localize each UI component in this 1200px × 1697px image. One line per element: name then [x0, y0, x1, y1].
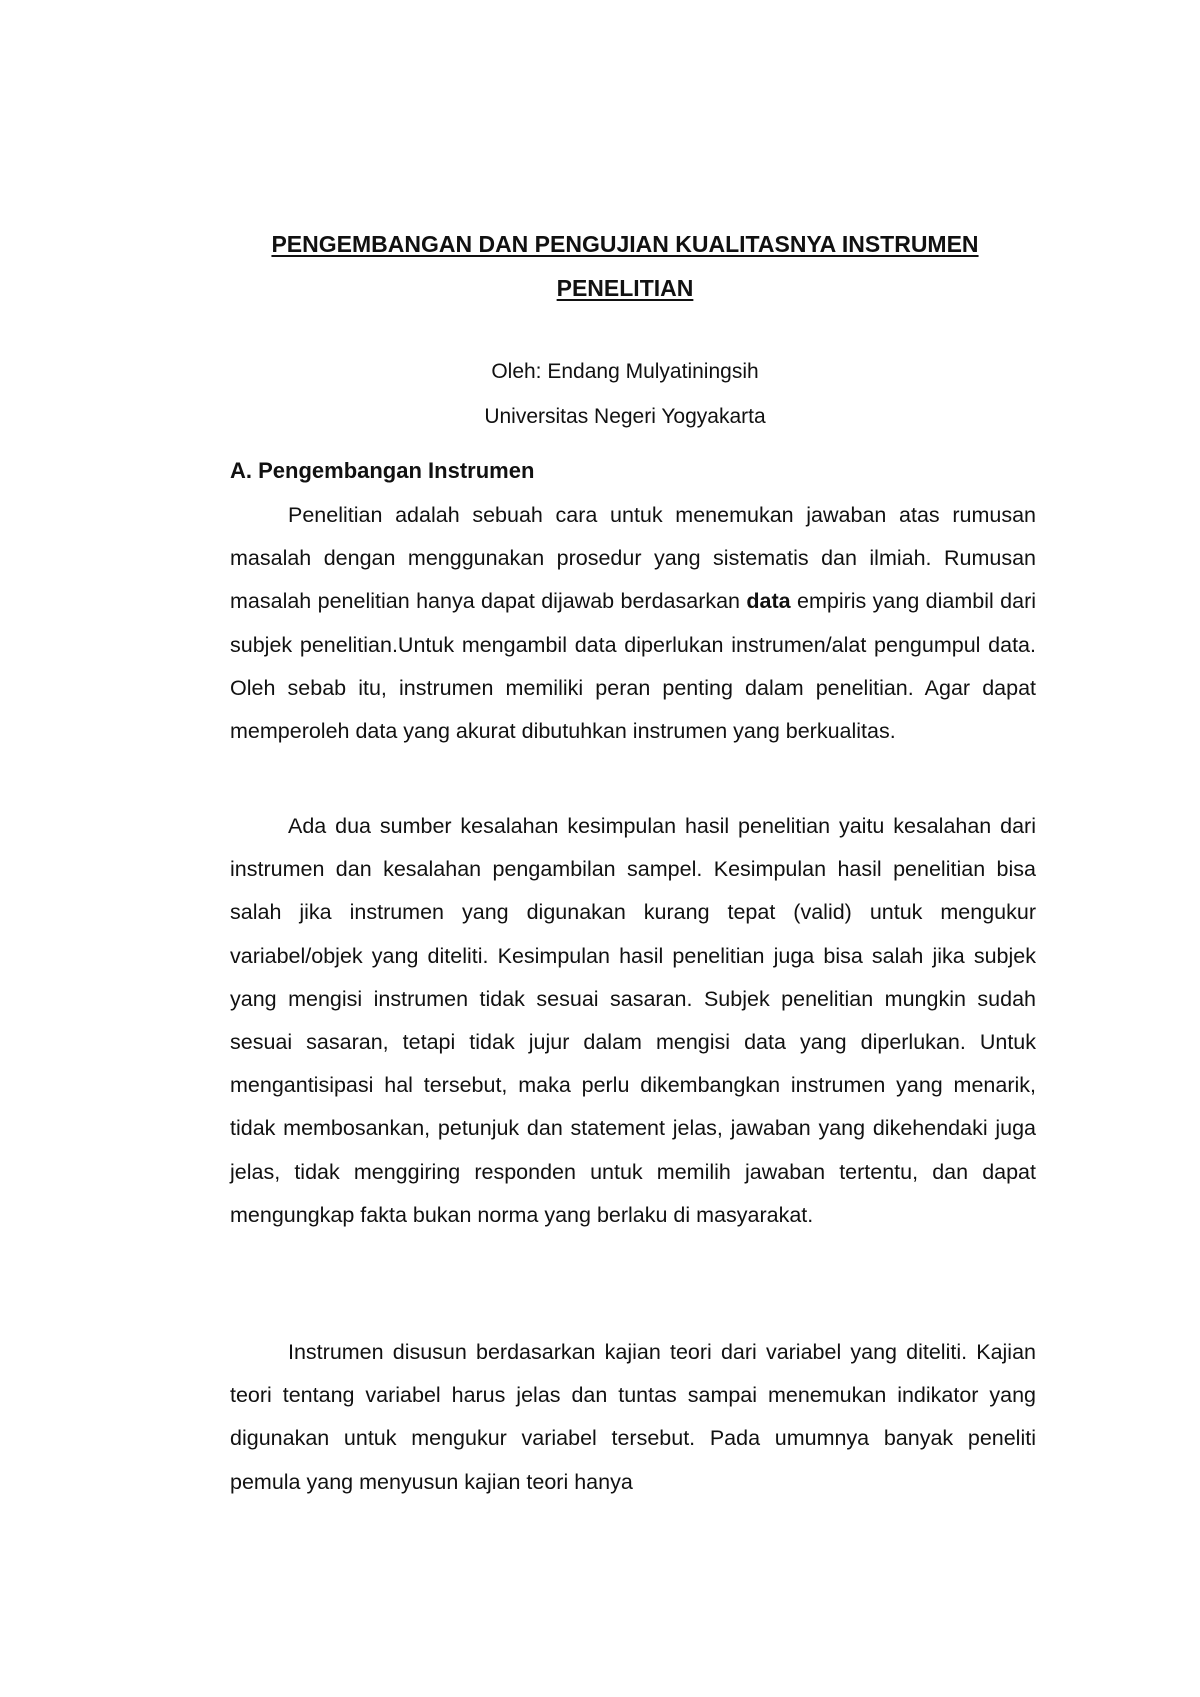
paragraph-3	[230, 1331, 1036, 1504]
paragraph-1-bold-word: data	[746, 589, 791, 614]
document-title-line-1: PENGEMBANGAN DAN PENGUJIAN KUALITASNYA INSTRUMEN	[271, 231, 979, 257]
affiliation-line: Universitas Negeri Yogyakarta	[484, 405, 766, 428]
paragraph-2-text: Ada dua sumber kesalahan kesimpulan hasil penelitian yaitu kesalahan dari instrumen dan kesalahan pengambilan sampel. Kesimpulan hasil penelitian bisa salah jika instrumen yang digunakan kurang tepat (valid) untuk mengukur variabel/objek yang diteliti. Kesimpulan hasil penelitian juga bisa salah jika subjek yang mengisi instrumen tidak sesuai sasaran. Subjek penelitian mungkin sudah sesuai sasaran, tetapi tidak jujur dalam mengisi data yang diperlukan. Untuk mengantisipasi hal tersebut, maka perlu dikembangkan instrumen yang menarik, tidak membosankan, petunjuk dan statement jelas, jawaban yang dikehendaki juga jelas, tidak menggiring responden untuk memilih jawaban tertentu, dan dapat mengungkap fakta bukan norma yang berlaku di masyarakat.	[230, 814, 1036, 1227]
paragraph-1-text-part-2: empiris yang diambil dari subjek penelitian.Untuk mengambil data diperlukan instrumen/alat pengumpul data. Oleh sebab itu, instrumen memiliki peran penting dalam penelitian. Agar dapat memperoleh data yang akurat dibutuhkan instrumen yang berkualitas.	[230, 589, 1037, 744]
paragraph-2	[230, 805, 1036, 1237]
author-line: Oleh: Endang Mulyatiningsih	[491, 360, 759, 383]
section-heading-a: A. Pengembangan Instrumen	[230, 458, 535, 483]
paragraph-1-text-part-1: Penelitian adalah sebuah cara untuk menemukan jawaban atas rumusan masalah dengan menggunakan prosedur yang sistematis dan ilmiah. Rumusan masalah penelitian hanya dapat dijawab berdasarkan	[230, 503, 1036, 614]
paragraph-3-text: Instrumen disusun berdasarkan kajian teori dari variabel yang diteliti. Kajian teori tentang variabel harus jelas dan tuntas sampai menemukan indikator yang digunakan untuk mengukur variabel tersebut. Pada umumnya banyak peneliti pemula yang menyusun kajian teori hanya	[230, 1340, 1036, 1494]
document-title-line-2: PENELITIAN	[556, 275, 694, 301]
paragraph-1	[230, 494, 1036, 753]
